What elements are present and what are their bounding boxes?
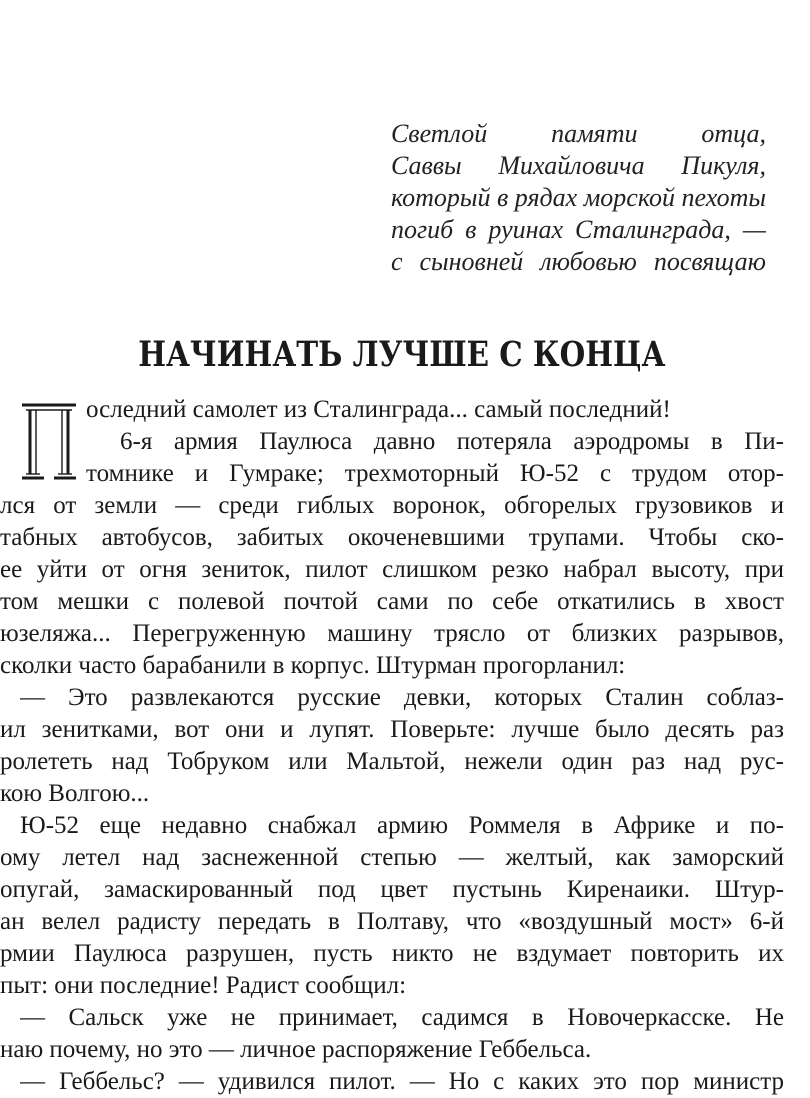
epigraph-line: Светлой памяти отца, — [390, 119, 766, 148]
body-line: ил зенитками, вот они и лупят. Поверьте: лучше было десять раз — [0, 716, 784, 743]
body-line: оследний самолет из Сталинграда... самый последний! — [86, 396, 671, 423]
chapter-title: НАЧИНАТЬ ЛУЧШЕ С КОНЦА — [138, 334, 666, 375]
body-line: — Сальск уже не принимает, садимся в Новочеркасске. Не — [20, 1004, 784, 1031]
body-line: ролететь над Тобруком или Мальтой, нежели один раз над рус- — [0, 748, 784, 775]
body-line: том мешки с полевой почтой сами по себе откатились в хвост — [0, 588, 784, 615]
body-line: пыт: они последние! Радист сообщил: — [0, 972, 407, 999]
body-line: ан велел радисту передать в Полтаву, что «воздушный мост» 6-й — [0, 908, 784, 935]
body-line: наю почему, но это — личное распоряжение Геббельса. — [0, 1036, 592, 1063]
body-line: табных автобусов, забитых окоченевшими трупами. Чтобы ско- — [0, 524, 784, 551]
body-line: лся от земли — среди гиблых воронок, обгорелых грузовиков и — [0, 492, 784, 519]
body-line: сколки часто барабанили в корпус. Штурман прогорланил: — [0, 652, 626, 679]
body-line: Ю-52 еще недавно снабжал армию Роммеля в Африке и по- — [20, 812, 784, 839]
body-line: кою Волгою... — [0, 780, 150, 807]
body-line: ее уйти от огня зениток, пилот слишком резко набрал высоту, при — [0, 556, 784, 583]
epigraph — [391, 118, 766, 278]
body-line: — Геббельс? — удивился пилот. — Но с каких это пор министр — [20, 1068, 784, 1095]
epigraph-line: который в рядах морской пехоты — [390, 183, 766, 212]
drop-cap-letter — [20, 402, 78, 482]
body-line: опугай, замаскированный под цвет пустынь Киренаики. Штур- — [0, 876, 784, 903]
body-line: томнике и Гумраке; трехмоторный Ю-52 с трудом отор- — [86, 460, 784, 487]
body-line: ому летел над заснеженной степью — желтый, как заморский — [0, 844, 784, 871]
epigraph-line: погиб в руинах Сталинграда, — — [390, 215, 766, 244]
body-line: 6-я армия Паулюса давно потеряла аэродромы в Пи- — [120, 428, 784, 455]
body-line: юзеляжа... Перегруженную машину трясло от близких разрывов, — [0, 620, 784, 647]
epigraph-line: с сыновней любовью посвящаю — [390, 247, 766, 276]
epigraph-line: Саввы Михайловича Пикуля, — [390, 151, 766, 180]
body-line: рмии Паулюса разрушен, пусть никто не вздумает повторить их — [0, 940, 784, 967]
body-line: — Это развлекаются русские девки, которых Сталин соблаз- — [20, 684, 784, 711]
